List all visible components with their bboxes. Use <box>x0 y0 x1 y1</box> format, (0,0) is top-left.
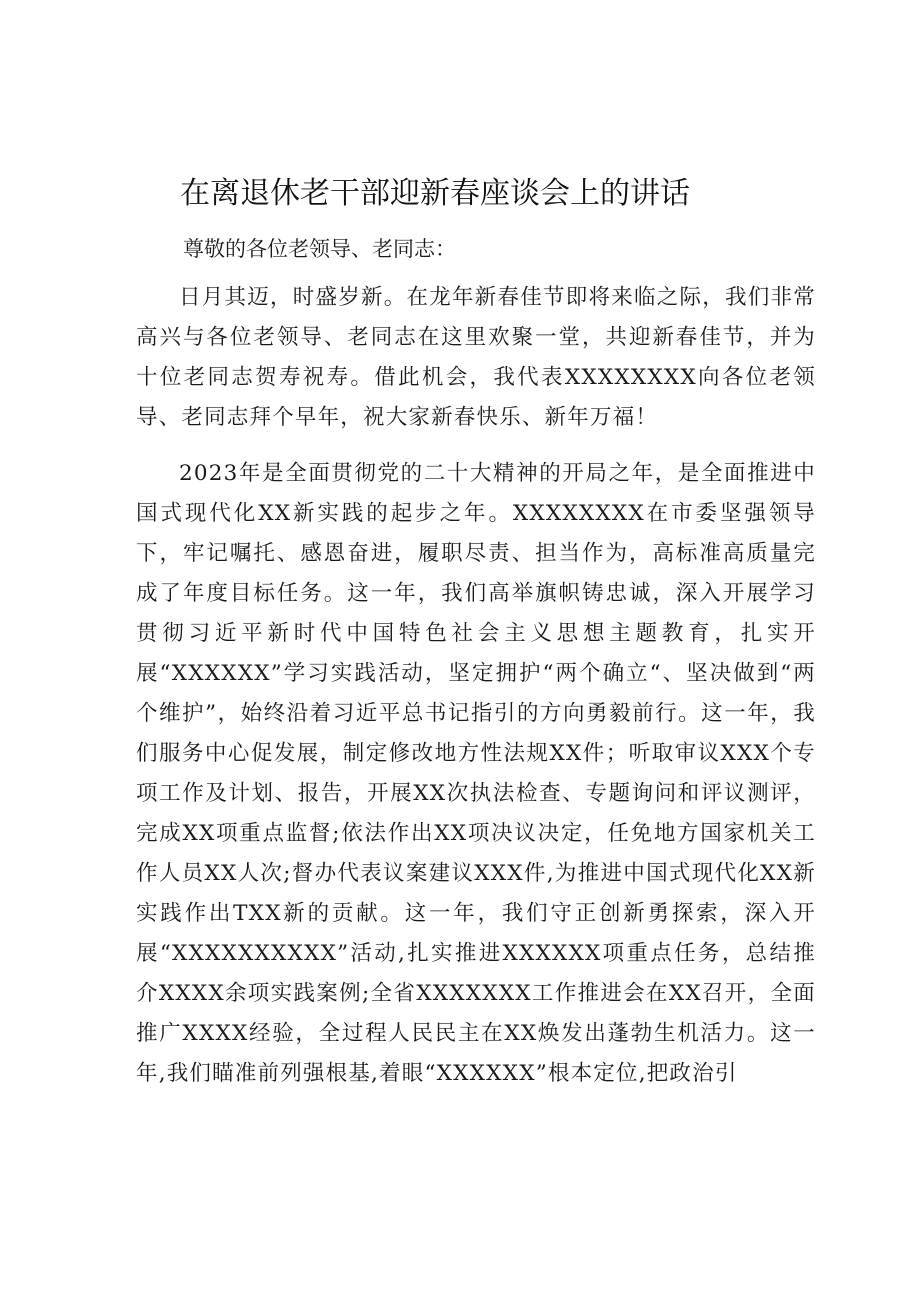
paragraph-greeting: 日月其迈，时盛岁新。在龙年新春佳节即将来临之际，我们非常高兴与各位老领导、老同志在这里欢聚一堂，共迎新春佳节，并为十位老同志贺寿祝寿。借此机会，我代表XXXXXXXX向各位老领导、老同志拜个早年，祝大家新春快乐、新年万福！ <box>136 285 816 430</box>
salutation: 尊敬的各位老领导、老同志： <box>183 237 456 261</box>
document-title: 在离退休老干部迎新春座谈会上的讲话 <box>180 176 690 211</box>
paragraph-review: 2023年是全面贯彻党的二十大精神的开局之年，是全面推进中国式现代化XX新实践的起步之年。XXXXXXXX在市委坚强领导下，牢记嘱托、感恩奋进，履职尽责、担当作为，高标准高质量完成了年度目标任务。这一年，我们高举旗帜铸忠诚，深入开展学习贯彻习近平新时代中国特色社会主义思想主题教育，扎实开展“XXXXXX”学习实践活动，坚定拥护“两个确立“、坚决做到“两个维护”，始终沿着习近平总书记指引的方向勇毅前行。这一年，我们服务中心促发展，制定修改地方性法规XX件；听取审议XXX个专项工作及计划、报告，开展XX次执法检查、专题询问和评议测评，完成XX项重点监督;依法作出XX项决议决定，任免地方国家机关工作人员XX人次;督办代表议案建议XXX件,为推进中国式现代化XX新实践作出TXX新的贡献。这一年，我们守正创新勇探索，深入开展“XXXXXXXXXX”活动,扎实推进XXXXXX项重点任务，总结推介XXXX余项实践案例;全省XXXXXXX工作推进会在XX召开，全面推广XXXX经验，全过程人民民主在XX焕发出蓬勃生机活力。这一年,我们瞄准前列强根基,着眼“XXXXXX”根本定位,把政治引 <box>136 461 816 1086</box>
